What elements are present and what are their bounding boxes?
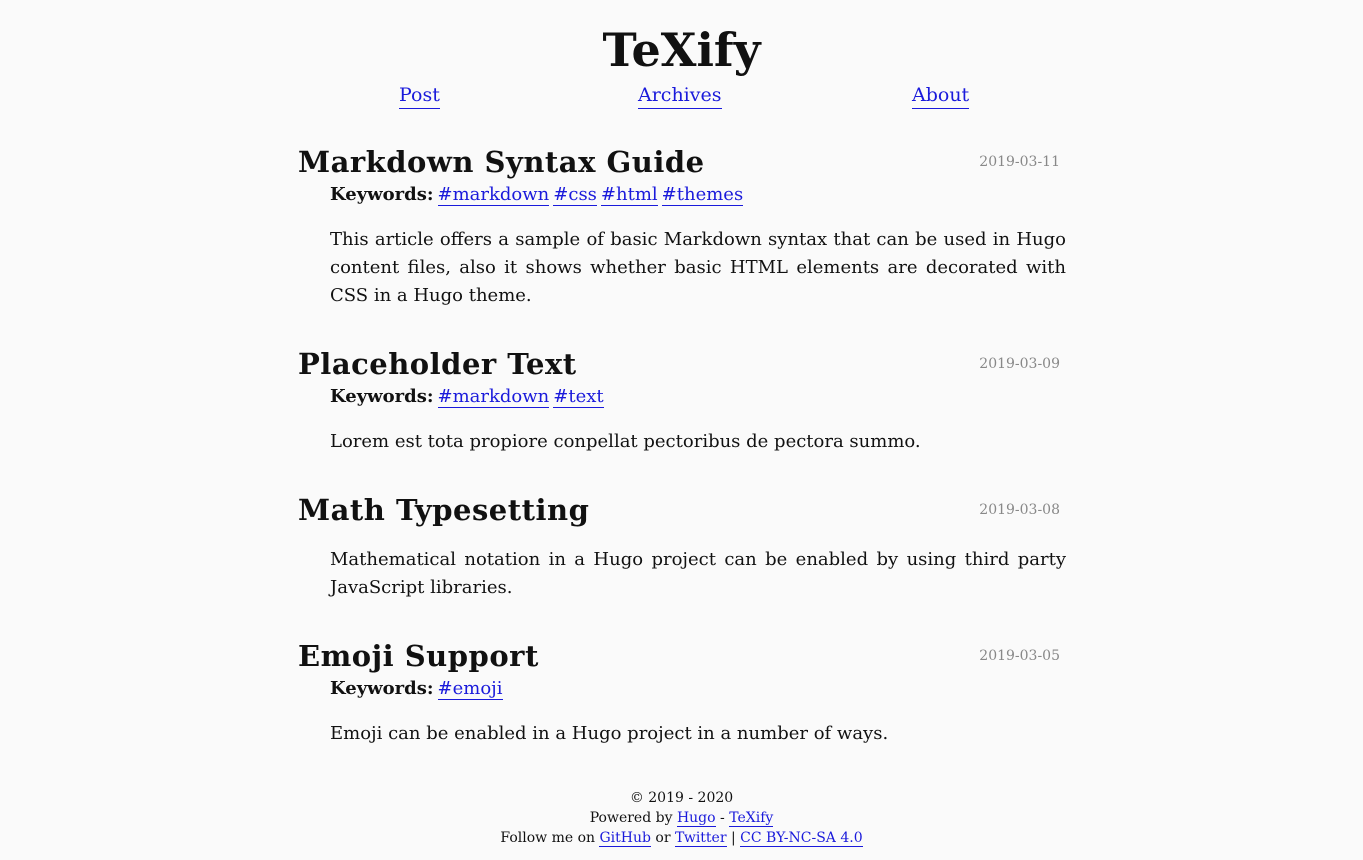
copyright: © 2019 - 2020 bbox=[629, 790, 734, 806]
main-nav bbox=[0, 82, 1363, 112]
post-keywords bbox=[330, 182, 747, 208]
nav-link-about[interactable]: About bbox=[912, 82, 969, 109]
license-link[interactable]: CC BY-NC-SA 4.0 bbox=[740, 830, 863, 846]
site-footer bbox=[0, 788, 1363, 848]
post-summary: This article offers a sample of basic Markdown syntax that can be used in Hugo content files, also it shows whether basic HTML elements are decorated with CSS in a Hugo theme. bbox=[330, 229, 1066, 306]
nav-link-post[interactable]: Post bbox=[399, 82, 440, 109]
separator: - bbox=[720, 810, 725, 826]
tag-link[interactable]: #markdown bbox=[437, 386, 550, 407]
keywords-label: Keywords: bbox=[330, 184, 434, 205]
post-summary: Mathematical notation in a Hugo project can be enabled by using third party JavaScript libraries. bbox=[330, 549, 1066, 598]
post-date: 2019-03-05 bbox=[979, 648, 1060, 664]
tag-link[interactable]: #markdown bbox=[437, 184, 550, 205]
tag-link[interactable]: #css bbox=[553, 184, 597, 205]
nav-link-archives[interactable]: Archives bbox=[638, 82, 722, 109]
tag-link[interactable]: #themes bbox=[661, 184, 744, 205]
post-summary: Lorem est tota propiore conpellat pectoribus de pectora summo. bbox=[330, 431, 921, 452]
pipe-divider: | bbox=[730, 830, 736, 846]
tag-link[interactable]: #html bbox=[600, 184, 658, 205]
or-text: or bbox=[655, 830, 671, 846]
keywords-label: Keywords: bbox=[330, 386, 434, 407]
post-title[interactable]: Placeholder Text bbox=[298, 347, 577, 381]
twitter-link[interactable]: Twitter bbox=[675, 830, 727, 846]
powered-by-text: Powered by bbox=[589, 810, 673, 826]
github-link[interactable]: GitHub bbox=[599, 830, 651, 846]
hugo-link[interactable]: Hugo bbox=[676, 810, 716, 826]
powered-by-line bbox=[0, 808, 1363, 828]
post-summary: Emoji can be enabled in a Hugo project in a number of ways. bbox=[330, 723, 889, 744]
post-title[interactable]: Math Typesetting bbox=[298, 493, 590, 527]
keywords-label: Keywords: bbox=[330, 678, 434, 699]
post-title[interactable]: Emoji Support bbox=[298, 639, 539, 673]
texify-link[interactable]: TeXify bbox=[729, 810, 774, 826]
post-date: 2019-03-11 bbox=[979, 154, 1060, 170]
post-date: 2019-03-08 bbox=[979, 502, 1060, 518]
tag-link[interactable]: #emoji bbox=[437, 678, 503, 699]
tag-link[interactable]: #text bbox=[553, 386, 604, 407]
site-title[interactable]: TeXify bbox=[602, 23, 761, 77]
follow-line bbox=[0, 828, 1363, 848]
post-keywords bbox=[330, 676, 507, 702]
post-title[interactable]: Markdown Syntax Guide bbox=[298, 145, 705, 179]
follow-text: Follow me on bbox=[500, 830, 596, 846]
post-date: 2019-03-09 bbox=[979, 356, 1060, 372]
post-keywords bbox=[330, 384, 608, 410]
